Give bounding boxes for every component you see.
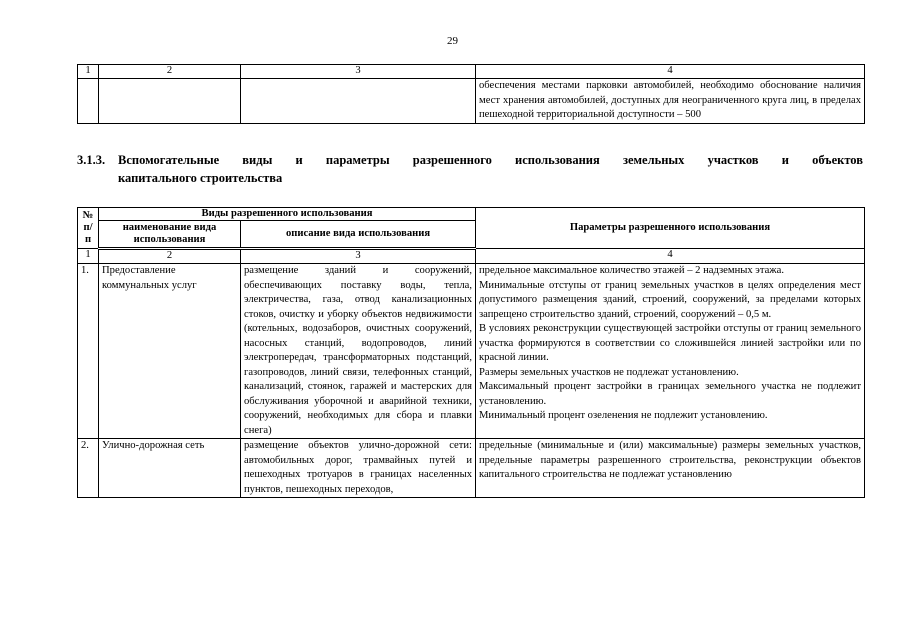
col-number-4: 4 <box>476 249 865 264</box>
cell-description <box>241 79 476 124</box>
cell-num <box>78 79 99 124</box>
row-parameters <box>476 264 865 439</box>
parameter-line: предельное максимальное количество этажей – 2 надземных этажа. <box>479 265 784 276</box>
row-description: размещение зданий и сооружений, обеспечивающих поставку воды, тепла, электричества, газа, отвод канализационных стоков, очистку и уборку объектов недвижимости (котельных, водозаборов, очистных сооружений, насосных станций, водопроводов, линий электропередач, трансформаторных подстанций, газопроводов, линий связи, телефонных станций, канализаций, стоянок, гаражей и мастерских для обслуживания уборочной и аварийной техники, сооружений, необходимых для сбора и плавки снега) <box>241 264 476 439</box>
table-row <box>78 264 865 439</box>
header-type-description: описание вида использования <box>241 221 476 249</box>
col-number-2: 2 <box>99 65 241 79</box>
header-parameters: Параметры разрешенного использования <box>476 208 865 249</box>
column-number-row <box>78 249 865 264</box>
cell-name <box>99 79 241 124</box>
header-type-name: наименование вида использования <box>99 221 241 249</box>
row-parameters <box>476 439 865 498</box>
col-number-3: 3 <box>241 65 476 79</box>
col-number-4: 4 <box>476 65 865 79</box>
row-num: 2. <box>78 439 99 498</box>
header-types-group: Виды разрешенного использования <box>99 208 476 221</box>
section-heading <box>77 151 863 187</box>
section-number: 3.1.3. <box>77 153 106 167</box>
col-number-2: 2 <box>99 249 241 264</box>
row-name: Предоставление коммунальных услуг <box>99 264 241 439</box>
continuation-table <box>77 64 865 124</box>
col-number-1: 1 <box>78 65 99 79</box>
table-row <box>78 439 865 498</box>
page-number: 29 <box>447 35 458 47</box>
cell-parameters: обеспечения местами парковки автомобилей, необходимо обоснование наличия мест хранения автомобилей, доступных для неограниченного круга лиц, в пределах пешеходной территориальной доступности – 500 <box>476 79 865 124</box>
section-title-line1: Вспомогательные виды и параметры разрешенного использования земельных участков и объектов <box>118 153 863 167</box>
usage-table <box>77 207 865 498</box>
header-row-1 <box>78 208 865 221</box>
row-description: размещение объектов улично-дорожной сети: автомобильных дорог, трамвайных путей и пешеходных тротуаров в границах населенных пунктов, пешеходных переходов, <box>241 439 476 498</box>
section-title-line2: капитального строительства <box>118 171 283 185</box>
parameter-line: Минимальный процент озеленения не подлежит установлению. <box>479 410 768 421</box>
parameter-line: Размеры земельных участков не подлежат установлению. <box>479 366 739 378</box>
section-heading-line1 <box>77 151 863 169</box>
parameter-line: В условиях реконструкции существующей застройки отступы от границ земельного участка формируются в соответствии со сложившейся линией застройки или по красной линии. <box>479 323 861 363</box>
col-number-1: 1 <box>78 249 99 264</box>
column-number-row <box>78 65 865 79</box>
parameter-line: Максимальный процент застройки в границах земельного участка не подлежит установлению. <box>479 381 861 407</box>
table-row <box>78 79 865 124</box>
header-num: № п/п <box>78 208 99 249</box>
col-number-3: 3 <box>241 249 476 264</box>
row-name: Улично-дорожная сеть <box>99 439 241 498</box>
parameter-line: предельные (минимальные и (или) максимальные) размеры земельных участков, предельные параметры разрешенного строительства, реконструкции объектов капитального строительства не подлежат установлению <box>479 440 861 480</box>
parameter-line: Минимальные отступы от границ земельных участков в целях определения мест допустимого размещения зданий, строений, сооружений, за пределами которых запрещено строительство зданий, строений, сооружений – 0,5 м. <box>479 279 861 320</box>
row-num: 1. <box>78 264 99 439</box>
